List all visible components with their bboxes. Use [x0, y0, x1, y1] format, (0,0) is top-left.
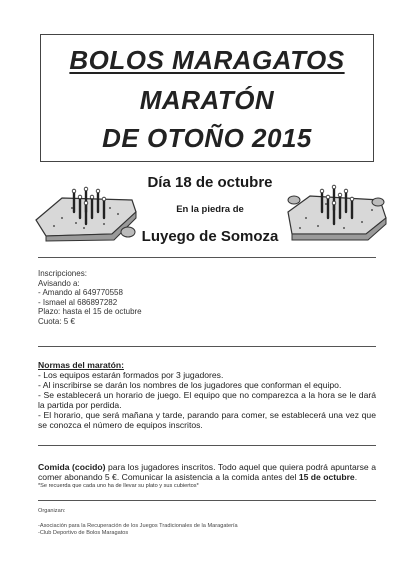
divider — [38, 257, 376, 258]
event-place: Luyego de Somoza — [141, 228, 279, 245]
divider — [38, 500, 376, 501]
meal-text-end: . — [354, 472, 358, 483]
inscriptions-contact: - Ismael al 686897282 — [38, 297, 118, 307]
meal-deadline: 15 de octubre — [298, 472, 355, 483]
meal-label: Comida (cocido) — [38, 462, 106, 472]
title-line-1: BOLOS MARAGATOS — [69, 45, 345, 75]
divider — [38, 445, 376, 446]
rules-item: - El horario, que será mañana y tarde, parando para comer, se establecerá una vez que se conozca el número de equipos inscritos. — [38, 410, 376, 430]
rules-item: - Los equipos estarán formados por 3 jugadores. — [38, 370, 224, 380]
rules-item: - Se establecerá un horario de juego. El equipo que no comparezca a la hora se le dará la partida por perdida. — [38, 390, 376, 410]
meal-block — [38, 462, 376, 490]
meal-text: para los jugadores inscritos. Todo aquel que quiera podrá apuntarse a comer abonando 5 €. Comunicar la asistencia a la comida antes del — [38, 462, 376, 483]
title-box — [40, 34, 374, 162]
event-date: Día 18 de octubre — [147, 174, 273, 191]
meal-note: *Se recuerda que cada uno ha de llevar su plato y sus cubiertos* — [38, 482, 199, 489]
inscriptions-deadline: Plazo: hasta el 15 de octubre — [38, 307, 142, 317]
rules-item: - Al inscribirse se darán los nombres de los jugadores que conforman el equipo. — [38, 380, 342, 390]
inscriptions-block — [38, 269, 368, 327]
title-line-3: DE OTOÑO 2015 — [102, 123, 312, 153]
inscriptions-fee: Cuota: 5 € — [38, 316, 75, 326]
rules-block — [38, 360, 376, 430]
rules-heading: Normas del maratón: — [38, 360, 124, 370]
divider — [38, 346, 376, 347]
event-venue-intro: En la piedra de — [176, 204, 244, 215]
inscriptions-heading: Inscripciones: — [38, 269, 87, 278]
organizer-item: -Asociación para la Recuperación de los Juegos Tradicionales de la Maragatería — [38, 522, 238, 529]
organizers-heading: Organizan: — [38, 508, 66, 514]
organizer-item: -Club Deportivo de Bolos Maragatos — [38, 530, 129, 537]
organizers-block — [38, 508, 376, 538]
inscriptions-line: Avisando a: — [38, 278, 80, 288]
inscriptions-contact: - Amando al 649770558 — [38, 288, 123, 298]
title-line-2: MARATÓN — [139, 85, 275, 115]
